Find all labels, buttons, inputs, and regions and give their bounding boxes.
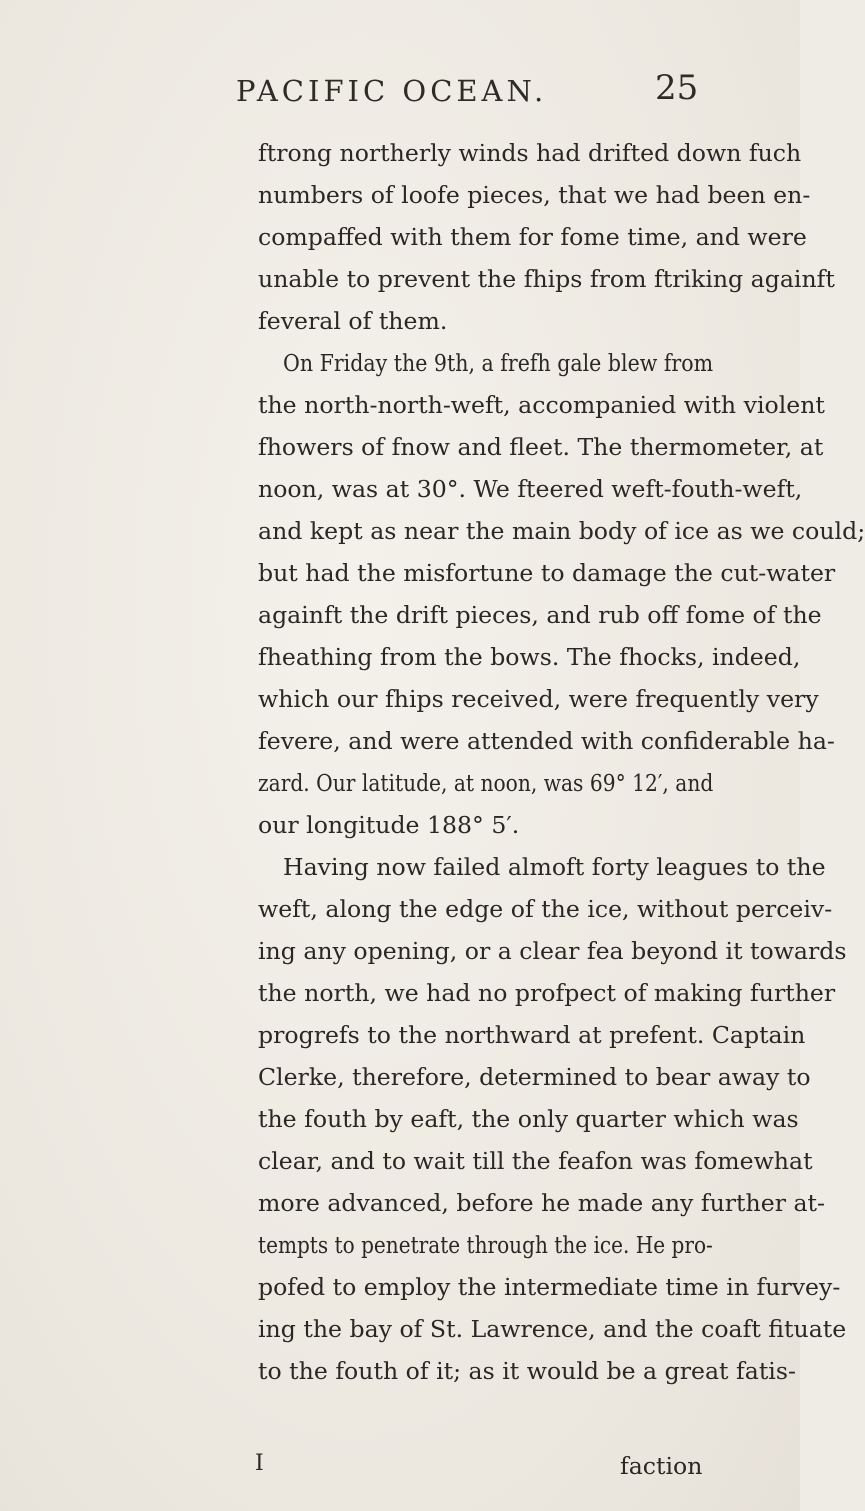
text-line: the fouth by eaft, the only quarter which was (258, 1105, 799, 1133)
text-line: Having now failed almoft forty leagues to the (283, 853, 826, 881)
text-line: and kept as near the main body of ice as we could; (258, 517, 865, 545)
text-line: to the fouth of it; as it would be a great fatis- (258, 1357, 796, 1385)
text-line: weft, along the edge of the ice, without perceiv- (258, 895, 833, 923)
text-line: unable to prevent the fhips from ftriking againft (258, 265, 835, 293)
catchword: faction (620, 1452, 703, 1480)
text-line: our longitude 188° 5′. (258, 811, 520, 839)
page-number: 25 (655, 68, 699, 108)
text-line: fevere, and were attended with confiderable ha- (258, 727, 835, 755)
text-line: feveral of them. (258, 307, 448, 335)
text-line: the north, we had no profpect of making further (258, 979, 836, 1007)
text-line: zard. Our latitude, at noon, was 69° 12′, and (258, 769, 714, 797)
text-line: the north-north-weft, accompanied with violent (258, 391, 825, 419)
text-line: ing the bay of St. Lawrence, and the coaft fituate (258, 1315, 847, 1343)
text-line: ftrong northerly winds had drifted down fuch (258, 139, 802, 167)
text-line: clear, and to wait till the feafon was fomewhat (258, 1147, 813, 1175)
text-line: noon, was at 30°. We fteered weft-fouth-weft, (258, 475, 803, 503)
text-line: fheathing from the bows. The fhocks, indeed, (258, 643, 801, 671)
text-line: numbers of loofe pieces, that we had been en- (258, 181, 811, 209)
running-head: PACIFIC OCEAN. (236, 74, 548, 108)
text-line: ing any opening, or a clear fea beyond it towards (258, 937, 847, 965)
text-line: which our fhips received, were frequently very (258, 685, 819, 713)
text-line: fhowers of fnow and fleet. The thermometer, at (258, 433, 824, 461)
text-line: pofed to employ the intermediate time in furvey- (258, 1273, 841, 1301)
text-line: On Friday the 9th, a frefh gale blew from (283, 349, 714, 377)
text-line: tempts to penetrate through the ice. He pro- (258, 1231, 713, 1259)
text-line: compaffed with them for fome time, and were (258, 223, 807, 251)
text-line: but had the misfortune to damage the cut-water (258, 559, 836, 587)
text-line: againft the drift pieces, and rub off fome of the (258, 601, 822, 629)
text-line: more advanced, before he made any further at- (258, 1189, 825, 1217)
text-line: Clerke, therefore, determined to bear away to (258, 1063, 811, 1091)
text-line: progrefs to the northward at prefent. Captain (258, 1021, 806, 1049)
signature-mark: I (255, 1451, 264, 1476)
